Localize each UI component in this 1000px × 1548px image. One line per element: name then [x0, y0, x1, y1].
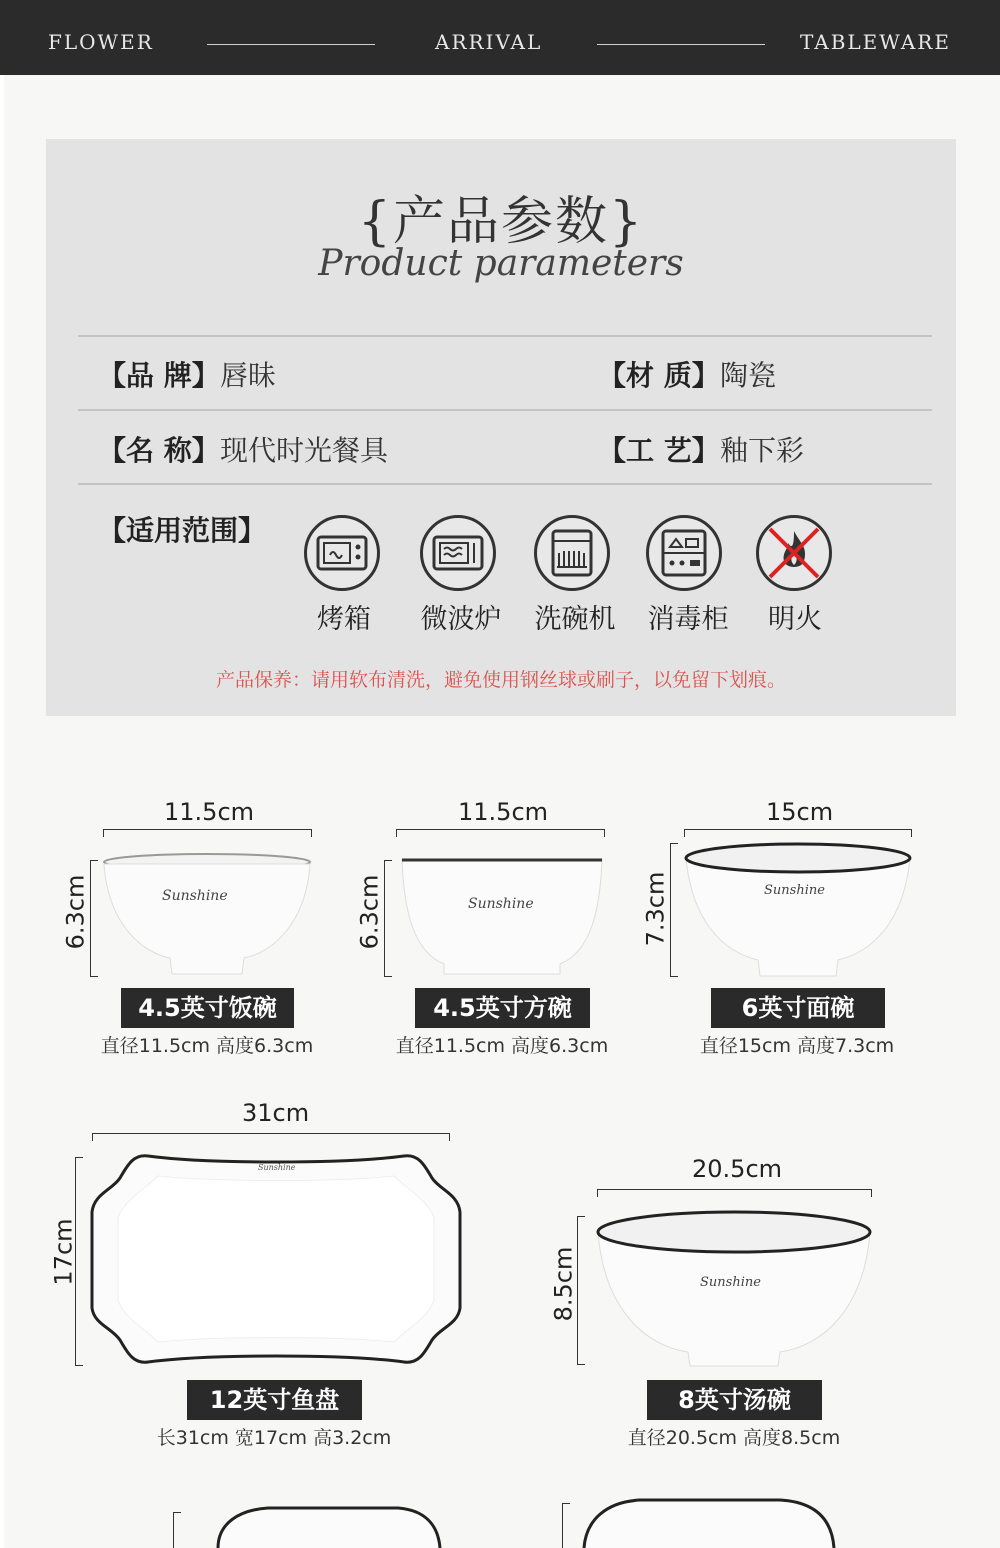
- width-line: [684, 829, 911, 830]
- divider: [78, 483, 932, 485]
- dim-cap: [577, 1216, 585, 1217]
- divider: [78, 335, 932, 337]
- height-line: [670, 843, 671, 976]
- height-label: 6.3cm: [355, 874, 384, 950]
- width-line: [396, 829, 604, 830]
- product-name-box: 4.5英寸饭碗: [121, 988, 294, 1028]
- partial-dish-image: [580, 1498, 836, 1548]
- fish-plate-image: [88, 1152, 464, 1366]
- soup-bowl-image: [596, 1210, 872, 1370]
- product-name-box: 6英寸面碗: [711, 988, 885, 1028]
- rice-bowl-image: [100, 852, 314, 978]
- dim-cap: [103, 829, 104, 837]
- usage-label-dishwasher: 洗碗机: [534, 604, 616, 635]
- product-spec: 直径11.5cm 高度6.3cm: [395, 1035, 609, 1057]
- usage-label-microwave: 微波炉: [420, 604, 502, 635]
- header-tableware: TABLEWARE: [800, 30, 951, 54]
- height-line: [562, 1503, 563, 1548]
- usage-label-open-flame: 明火: [768, 604, 822, 635]
- dim-cap: [384, 860, 392, 861]
- usage-label-sterilizer: 消毒柜: [647, 604, 729, 635]
- product-spec: 直径15cm 高度7.3cm: [699, 1035, 895, 1057]
- header-flower: FLOWER: [48, 30, 154, 54]
- bowl-logo: Sunshine: [162, 888, 228, 904]
- dim-cap: [911, 829, 912, 837]
- header-arrival: ARRIVAL: [435, 30, 543, 54]
- dim-cap: [92, 1133, 93, 1141]
- height-line: [90, 860, 91, 976]
- sterilizer-icon: [646, 515, 722, 591]
- width-label: 15cm: [766, 798, 834, 826]
- dim-cap: [684, 829, 685, 837]
- square-bowl-image: [400, 852, 604, 978]
- width-line: [92, 1133, 449, 1134]
- height-line: [384, 860, 385, 976]
- height-label: 7.3cm: [641, 871, 670, 947]
- craft-label: 【工 艺】: [598, 434, 720, 467]
- product-name-box: 8英寸汤碗: [647, 1380, 822, 1420]
- bowl-logo: Sunshine: [700, 1275, 761, 1290]
- bowl-logo: Sunshine: [468, 896, 534, 912]
- dim-cap: [577, 1364, 585, 1365]
- dim-cap: [449, 1133, 450, 1141]
- header-divider: [207, 44, 375, 45]
- bowl-logo: Sunshine: [764, 883, 825, 898]
- dim-cap: [562, 1503, 570, 1504]
- dim-cap: [396, 829, 397, 837]
- dim-cap: [597, 1189, 598, 1197]
- height-label: 6.3cm: [61, 874, 90, 950]
- dim-cap: [75, 1157, 83, 1158]
- dim-cap: [604, 829, 605, 837]
- product-spec: 直径11.5cm 高度6.3cm: [100, 1035, 314, 1057]
- craft-value: 釉下彩: [720, 434, 805, 467]
- microwave-icon: [420, 515, 496, 591]
- product-name-box: 12英寸鱼盘: [187, 1380, 362, 1420]
- product-name-box: 4.5英寸方碗: [415, 988, 590, 1028]
- oven-icon: [304, 515, 380, 591]
- header-divider: [597, 44, 765, 45]
- height-label: 17cm: [49, 1218, 78, 1286]
- name-value: 现代时光餐具: [220, 434, 389, 467]
- dim-cap: [173, 1512, 181, 1513]
- header-bar: [0, 0, 1000, 75]
- width-line: [597, 1189, 871, 1190]
- care-notice: 产品保养：请用软布清洗，避免使用钢丝球或刷子，以免留下划痕。: [215, 669, 786, 691]
- height-line: [173, 1512, 174, 1548]
- plate-logo: Sunshine: [258, 1163, 296, 1172]
- usage-label: 【适用范围】: [98, 514, 267, 547]
- product-spec: 长31cm 宽17cm 高3.2cm: [156, 1427, 392, 1449]
- material-label: 【材 质】: [598, 359, 720, 392]
- height-label: 8.5cm: [549, 1246, 578, 1322]
- dishwasher-icon: [534, 515, 610, 591]
- width-label: 11.5cm: [458, 798, 549, 826]
- material-value: 陶瓷: [720, 359, 777, 392]
- width-line: [103, 829, 311, 830]
- name-label: 【名 称】: [98, 434, 220, 467]
- page-edge: [0, 75, 4, 1548]
- product-spec: 直径20.5cm 高度8.5cm: [627, 1427, 841, 1449]
- params-title: {产品参数}: [357, 192, 645, 252]
- dim-cap: [670, 976, 678, 977]
- width-label: 11.5cm: [164, 798, 255, 826]
- width-label: 20.5cm: [692, 1155, 783, 1183]
- dim-cap: [90, 860, 98, 861]
- dim-cap: [75, 1365, 83, 1366]
- dim-cap: [311, 829, 312, 837]
- no-open-flame-icon: [756, 515, 832, 591]
- params-panel: [46, 139, 956, 716]
- params-subtitle: Product parameters: [318, 243, 684, 284]
- usage-label-oven: 烤箱: [317, 604, 371, 635]
- brand-value: 唇昧: [220, 359, 277, 392]
- brand-label: 【品 牌】: [98, 359, 220, 392]
- partial-plate-image: [198, 1504, 444, 1548]
- dim-cap: [670, 843, 678, 844]
- width-label: 31cm: [242, 1099, 310, 1127]
- divider: [78, 409, 932, 411]
- dim-cap: [90, 976, 98, 977]
- dim-cap: [384, 976, 392, 977]
- noodle-bowl-image: [684, 842, 912, 980]
- dim-cap: [871, 1189, 872, 1197]
